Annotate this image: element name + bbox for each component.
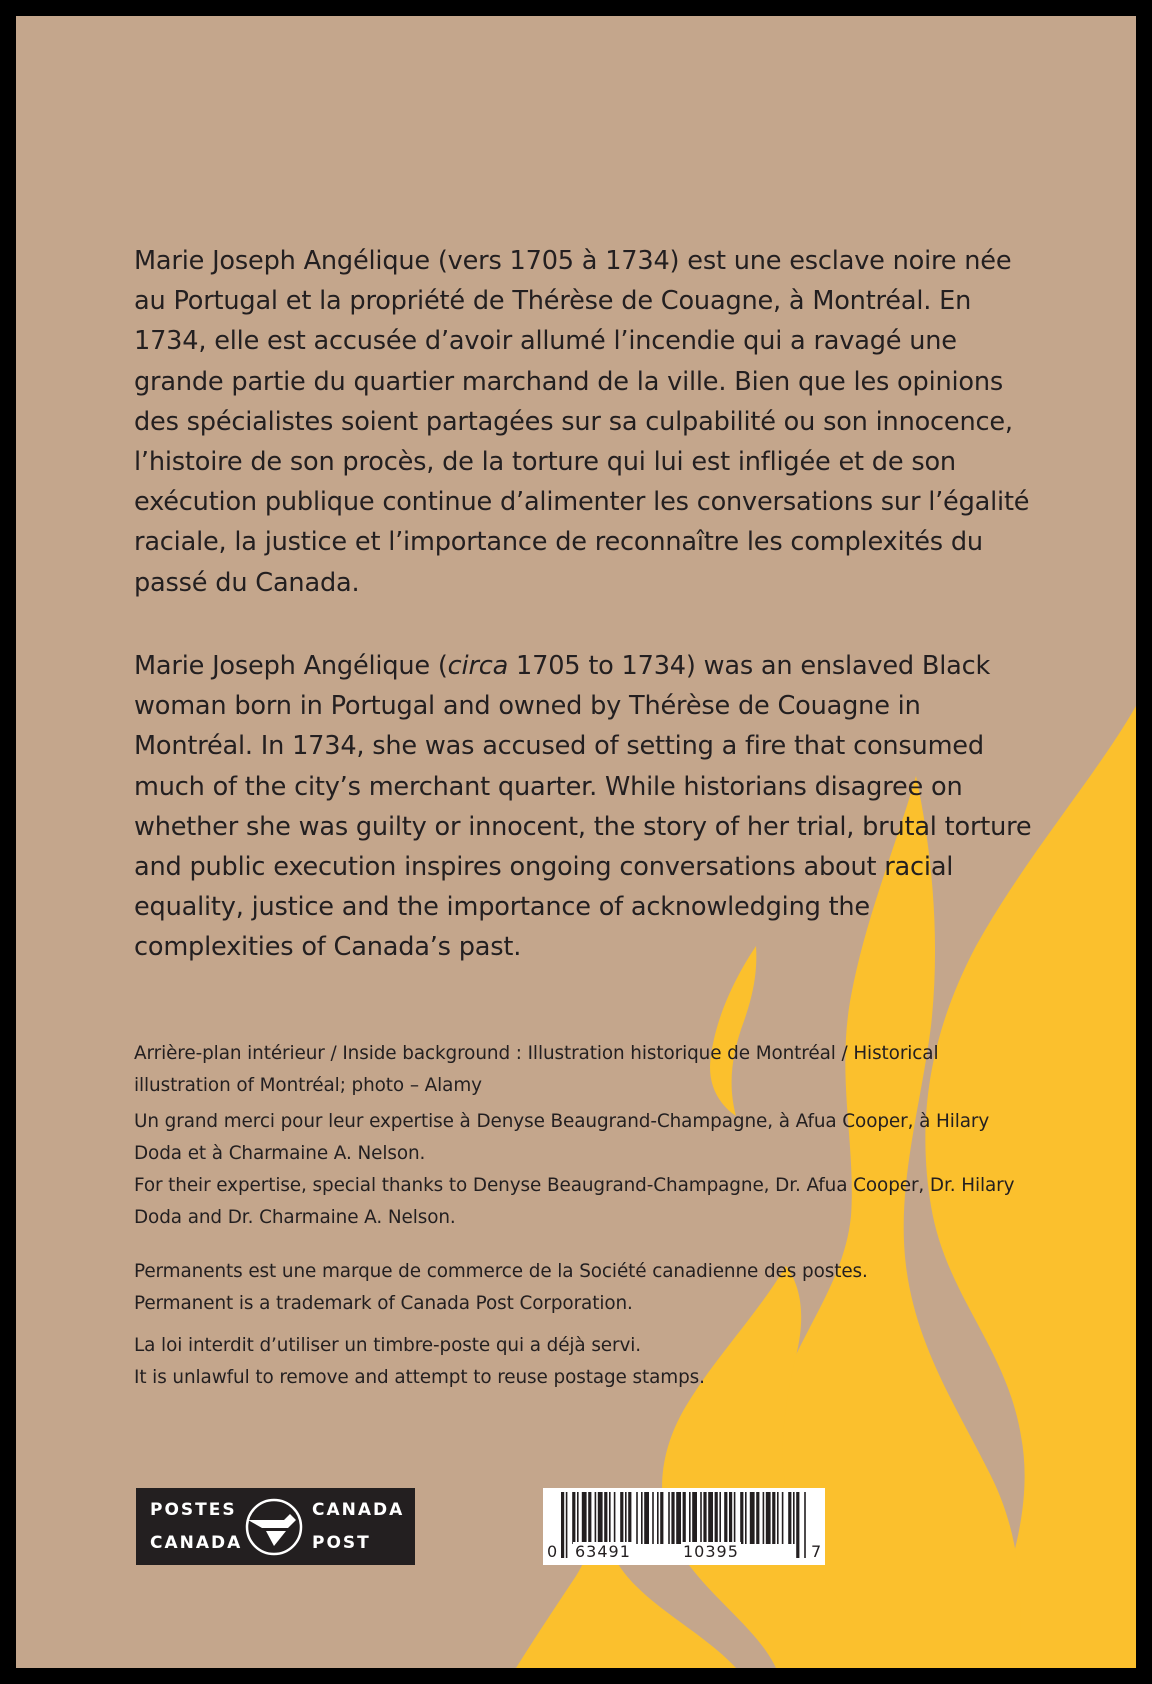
- english-description-rest: 1705 to 1734) was an enslaved Black woman born in Portugal and owned by Thérèse de Couagne in Montréal. In 1734, she was accused of setting a fire that consumed much of the city’s merchant quarter. While historians disagree on whether she was guilty or innocent, the story of her trial, brutal torture and public execution inspires ongoing conversations about racial equality, justice and the importance of acknowledging the complexities of Canada’s past.: [134, 651, 1032, 963]
- barcode-bar: [668, 1492, 670, 1544]
- english-description: [134, 646, 1034, 968]
- barcode-digits-left: 63491: [575, 1542, 631, 1561]
- barcode: [543, 1488, 825, 1565]
- canada-post-logo: [136, 1488, 415, 1565]
- barcode-bar: [788, 1492, 791, 1544]
- barcode-bar: [620, 1492, 623, 1544]
- trademark-french: Permanents est une marque de commerce de la Société canadienne des postes.: [134, 1261, 868, 1282]
- barcode-bar: [729, 1492, 732, 1544]
- booklet-back-cover: [16, 16, 1136, 1668]
- thanks-english: For their expertise, special thanks to Denyse Beaugrand-Champagne, Dr. Afua Cooper, Dr. Hilary Doda and Dr. Charmaine A. Nelson.: [134, 1175, 1015, 1228]
- barcode-digit-first: 0: [547, 1542, 558, 1561]
- barcode-bar: [641, 1492, 643, 1544]
- barcode-bar: [572, 1492, 575, 1544]
- barcode-digits-right: 10395: [683, 1542, 739, 1561]
- barcode-bar: [644, 1492, 649, 1544]
- barcode-bar: [700, 1492, 702, 1544]
- barcode-bar: [692, 1492, 697, 1544]
- trademark-english: Permanent is a trademark of Canada Post Corporation.: [134, 1293, 633, 1314]
- reuse-notice-french: La loi interdit d’utiliser un timbre-poste qui a déjà servi.: [134, 1335, 642, 1356]
- barcode-bar: [604, 1492, 607, 1544]
- barcode-bar: [636, 1492, 638, 1544]
- barcode-bar: [740, 1492, 743, 1544]
- barcode-bar: [703, 1492, 706, 1544]
- barcode-bar: [614, 1492, 616, 1544]
- barcode-bar: [588, 1492, 591, 1544]
- barcode-bar: [625, 1492, 627, 1544]
- barcode-bar: [609, 1492, 611, 1544]
- barcode-bar: [676, 1492, 681, 1544]
- logo-canada-en: CANADA: [312, 1500, 405, 1520]
- barcode-bar: [766, 1492, 771, 1544]
- reuse-notice-english: It is unlawful to remove and attempt to reuse postage stamps.: [134, 1367, 705, 1388]
- barcode-bar: [595, 1492, 597, 1544]
- barcode-bar: [652, 1492, 654, 1544]
- background-credit: Arrière-plan intérieur / Inside background : Illustration historique de Montréal / Historical illustration of Montréal; photo – Alamy: [134, 1043, 939, 1096]
- english-description-start: Marie Joseph Angélique (: [134, 651, 448, 681]
- barcode-bar: [598, 1492, 603, 1544]
- barcode-bar: [582, 1492, 587, 1544]
- barcode-digit-last: 7: [811, 1542, 822, 1561]
- barcode-bar: [750, 1492, 755, 1544]
- canada-post-eagle-icon: [244, 1498, 304, 1556]
- barcode-bar: [772, 1492, 775, 1544]
- barcode-bar: [657, 1492, 659, 1544]
- barcode-bar: [671, 1492, 674, 1544]
- barcode-bar: [763, 1492, 765, 1544]
- barcode-bar: [715, 1492, 718, 1544]
- barcode-bar: [745, 1492, 747, 1544]
- barcode-bar: [734, 1492, 736, 1544]
- barcode-bar: [777, 1492, 779, 1544]
- barcode-bar: [782, 1492, 784, 1544]
- barcode-bar: [628, 1492, 631, 1544]
- english-description-italic: circa: [447, 651, 509, 681]
- logo-canada-fr: CANADA: [150, 1533, 243, 1553]
- barcode-bar: [577, 1492, 579, 1544]
- french-description: Marie Joseph Angélique (vers 1705 à 1734) est une esclave noire née au Portugal et la propriété de Thérèse de Couagne, à Montréal. En 1734, elle est accusée d’avoir allumé l’incendie qui a ravagé une grande partie du quartier marchand de la ville. Bien que les opinions des spécialistes soient partagées sur sa culpabilité ou son innocence, l’histoire de son procès, de la torture qui lui est infligée et de son exécution publique continue d’alimenter les conversations sur l’égalité raciale, la justice et l’importance de reconnaître les complexités du passé du Canada.: [134, 246, 1030, 598]
- logo-postes: POSTES: [150, 1500, 237, 1520]
- barcode-digits: [543, 1542, 825, 1562]
- barcode-bar: [719, 1492, 721, 1544]
- barcode-bar: [724, 1492, 727, 1544]
- barcode-bar: [660, 1492, 663, 1544]
- barcode-bar: [708, 1492, 713, 1544]
- barcode-bar: [793, 1492, 795, 1544]
- logo-post: POST: [312, 1533, 371, 1553]
- barcode-bar: [756, 1492, 759, 1544]
- thanks-french: Un grand merci pour leur expertise à Denyse Beaugrand-Champagne, à Afua Cooper, à Hilary Doda et à Charmaine A. Nelson.: [134, 1111, 990, 1164]
